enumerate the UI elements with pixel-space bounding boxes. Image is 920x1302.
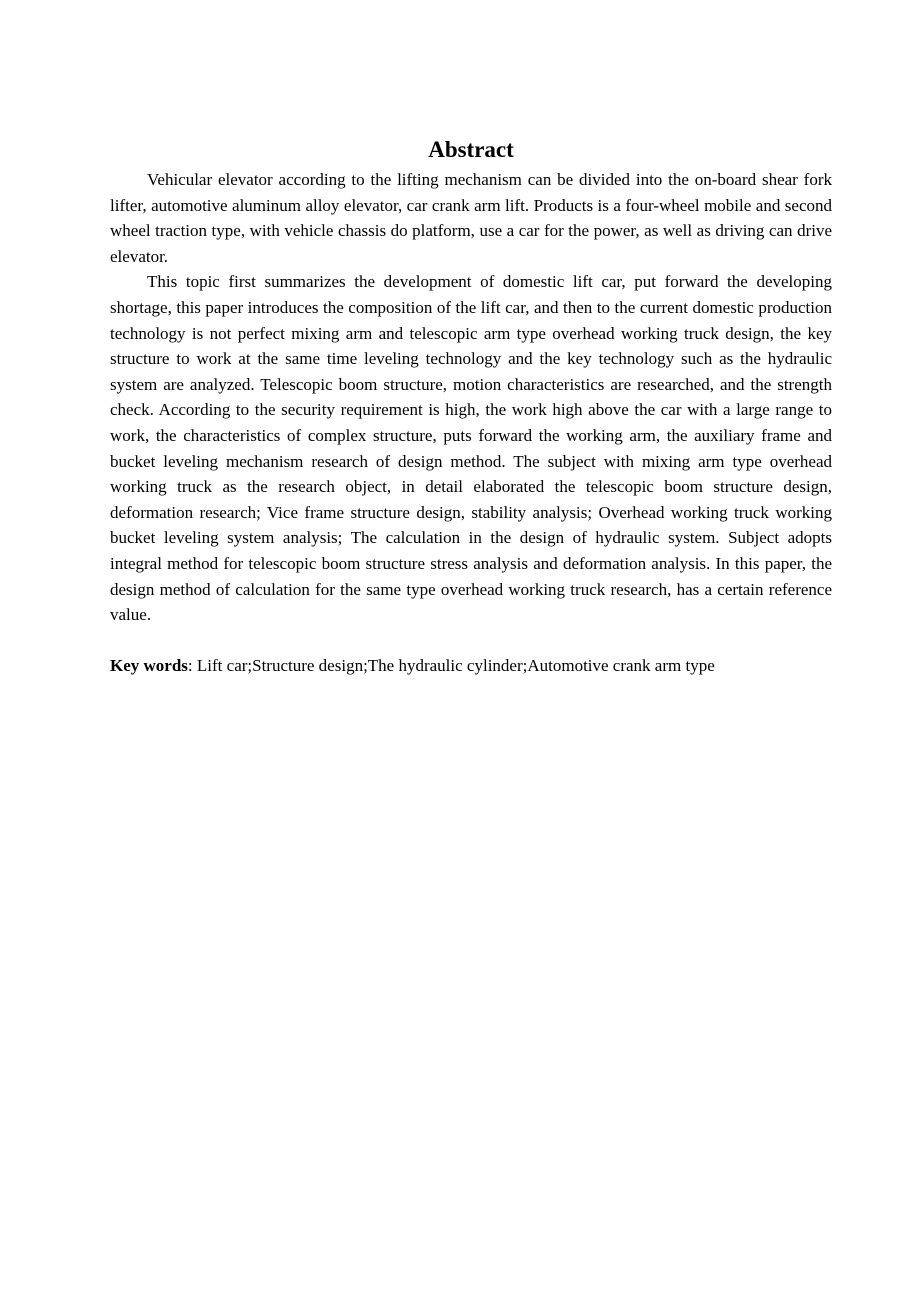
keywords-text: Lift car;Structure design;The hydraulic cylinder;Automotive crank arm type: [196, 655, 715, 675]
keywords-separator: :: [187, 655, 197, 675]
keywords-label: Key words: [110, 655, 188, 675]
keywords-line: [110, 653, 832, 679]
abstract-paragraph-1: Vehicular elevator according to the lifting mechanism can be divided into the on-board shear fork lifter, automotive aluminum alloy elevator, car crank arm lift. Products is a four-wheel mobile and second wheel traction type, with vehicle chassis do platform, use a car for the power, as well as driving can drive elevator.: [110, 170, 832, 266]
abstract-page: [110, 133, 832, 678]
abstract-title: Abstract: [428, 137, 514, 162]
abstract-paragraph-2: This topic first summarizes the development of domestic lift car, put forward the developing shortage, this paper introduces the composition of the lift car, and then to the current domestic production technology is not perfect mixing arm and telescopic arm type overhead working truck design, the key structure to work at the same time leveling technology and the key technology such as the hydraulic system are analyzed. Telescopic boom structure, motion characteristics are researched, and the strength check. According to the security requirement is high, the work high above the car with a large range to work, the characteristics of complex structure, puts forward the working arm, the auxiliary frame and bucket leveling mechanism research of design method. The subject with mixing arm type overhead working truck as the research object, in detail elaborated the telescopic boom structure design, deformation research; Vice frame structure design, stability analysis; Overhead working truck working bucket leveling system analysis; The calculation in the design of hydraulic system. Subject adopts integral method for telescopic boom structure stress analysis and deformation analysis. In this paper, the design method of calculation for the same type overhead working truck research, has a certain reference value.: [110, 272, 832, 625]
